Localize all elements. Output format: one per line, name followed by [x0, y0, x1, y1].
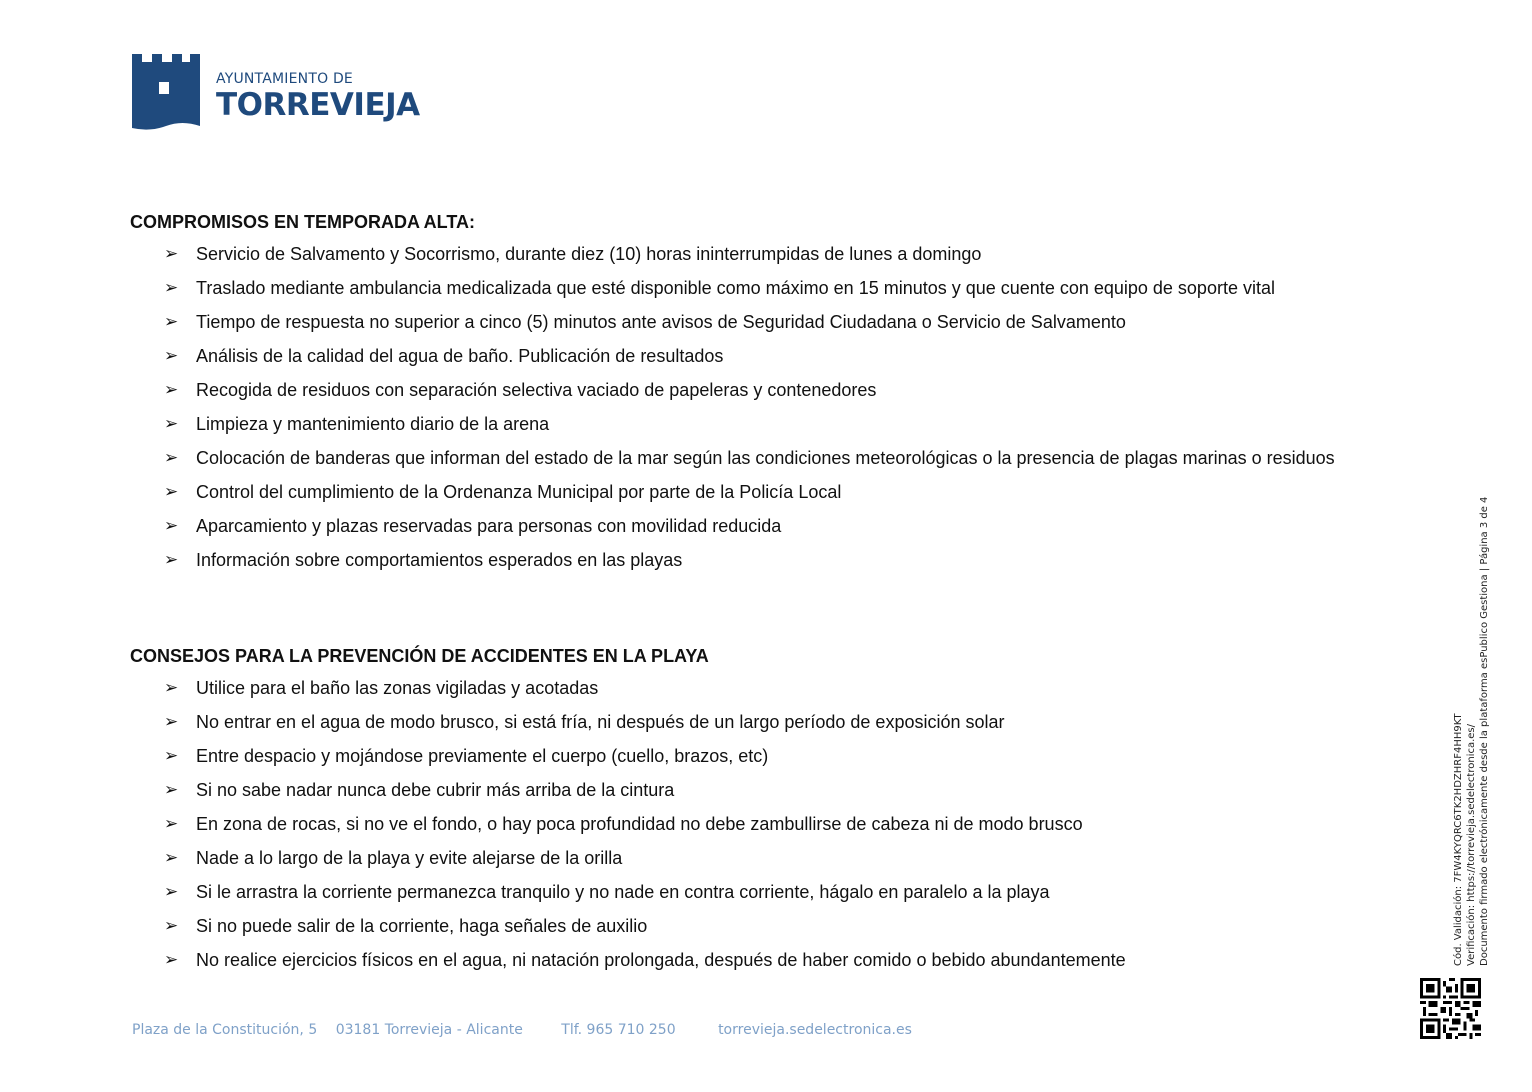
list-item-text: Servicio de Salvamento y Socorrismo, durante diez (10) horas ininterrumpidas de lunes a domingo — [196, 244, 982, 264]
list-item — [130, 481, 1430, 503]
list-item-text: Tiempo de respuesta no superior a cinco (5) minutos ante avisos de Seguridad Ciudadana o Servicio de Salvamento — [196, 312, 1126, 332]
list-item — [130, 515, 1430, 537]
list-item — [130, 949, 1430, 971]
arrow-bullet-icon: ➢ — [164, 380, 179, 400]
arrow-bullet-icon: ➢ — [164, 414, 179, 434]
list-item-text: No entrar en el agua de modo brusco, si está fría, ni después de un largo período de exposición solar — [196, 712, 1005, 732]
list-item-text: No realice ejercicios físicos en el agua, ni natación prolongada, después de haber comido o bebido abundantemente — [196, 950, 1126, 970]
castle-tower-icon — [130, 52, 202, 134]
arrow-bullet-icon: ➢ — [164, 312, 179, 332]
footer-contact — [132, 1022, 912, 1038]
section-title: COMPROMISOS EN TEMPORADA ALTA: — [130, 212, 475, 232]
arrow-bullet-icon: ➢ — [164, 278, 179, 298]
list-item-text: Nade a lo largo de la playa y evite alejarse de la orilla — [196, 848, 623, 868]
list-item-text: Si le arrastra la corriente permanezca tranquilo y no nade en contra corriente, hágalo en paralelo a la playa — [196, 882, 1050, 902]
arrow-bullet-icon: ➢ — [164, 448, 179, 468]
list-item-text: Información sobre comportamientos esperados en las playas — [196, 550, 683, 570]
validation-code: Cód. Validación: 7FW4KYQRC6TK2HDZHRF4HH9KT — [1453, 713, 1464, 966]
list-item — [130, 813, 1430, 835]
list-item — [130, 243, 1430, 265]
list-item — [130, 779, 1430, 801]
validation-stamp — [1452, 497, 1491, 966]
list-item-text: Si no puede salir de la corriente, haga señales de auxilio — [196, 916, 648, 936]
list-item-text: Análisis de la calidad del agua de baño. Publicación de resultados — [196, 346, 724, 366]
list-item-text: Control del cumplimiento de la Ordenanza Municipal por parte de la Policía Local — [196, 482, 842, 502]
verification-url[interactable]: Verificación: https://torrevieja.sedelectronica.es/ — [1466, 724, 1477, 966]
logo-title: TORREVIEJA — [216, 86, 420, 123]
list-item-text: En zona de rocas, si no ve el fondo, o hay poca profundidad no debe zambullirse de cabeza ni de modo brusco — [196, 814, 1083, 834]
list-item-text: Traslado mediante ambulancia medicalizada que esté disponible como máximo en 15 minutos y que cuente con equipo de soporte vital — [196, 278, 1275, 298]
arrow-bullet-icon: ➢ — [164, 916, 179, 936]
arrow-bullet-icon: ➢ — [164, 346, 179, 366]
arrow-bullet-icon: ➢ — [164, 678, 179, 698]
list-item — [130, 711, 1430, 733]
list-item-text: Limpieza y mantenimiento diario de la arena — [196, 414, 550, 434]
arrow-bullet-icon: ➢ — [164, 950, 179, 970]
arrow-bullet-icon: ➢ — [164, 516, 179, 536]
list-item — [130, 881, 1430, 903]
list-item-text: Recogida de residuos con separación selectiva vaciado de papeleras y contenedores — [196, 380, 877, 400]
list-item — [130, 677, 1430, 699]
arrow-bullet-icon: ➢ — [164, 550, 179, 570]
arrow-bullet-icon: ➢ — [164, 746, 179, 766]
footer-address: Plaza de la Constitución, 5 — [132, 1022, 318, 1038]
list-item-text: Colocación de banderas que informan del estado de la mar según las condiciones meteorológicas o la presencia de plagas marinas o residuos — [196, 448, 1335, 468]
arrow-bullet-icon: ➢ — [164, 712, 179, 732]
footer-phone: Tlf. 965 710 250 — [561, 1022, 676, 1038]
footer-website-link[interactable]: torrevieja.sedelectronica.es — [718, 1022, 912, 1038]
list-item-text: Aparcamiento y plazas reservadas para personas con movilidad reducida — [196, 516, 782, 536]
list-item — [130, 745, 1430, 767]
list-item — [130, 345, 1430, 367]
list-item — [130, 549, 1430, 571]
arrow-bullet-icon: ➢ — [164, 882, 179, 902]
arrow-bullet-icon: ➢ — [164, 814, 179, 834]
section-compromisos — [130, 211, 1430, 583]
list-item — [130, 447, 1430, 469]
list-item — [130, 413, 1430, 435]
list-item — [130, 277, 1430, 299]
list-item-text: Entre despacio y mojándose previamente el cuerpo (cuello, brazos, etc) — [196, 746, 769, 766]
list-item — [130, 915, 1430, 937]
arrow-bullet-icon: ➢ — [164, 244, 179, 264]
signature-note: Documento firmado electrónicamente desde la plataforma esPublico Gestiona | Página 3 de 4 — [1479, 496, 1490, 966]
list-item — [130, 847, 1430, 869]
arrow-bullet-icon: ➢ — [164, 482, 179, 502]
list-item-text: Utilice para el baño las zonas vigiladas y acotadas — [196, 678, 599, 698]
section-title: CONSEJOS PARA LA PREVENCIÓN DE ACCIDENTES EN LA PLAYA — [130, 646, 709, 666]
arrow-bullet-icon: ➢ — [164, 780, 179, 800]
section-consejos — [130, 645, 1430, 983]
qr-code-icon — [1420, 978, 1481, 1039]
list-item-text: Si no sabe nadar nunca debe cubrir más arriba de la cintura — [196, 780, 675, 800]
arrow-bullet-icon: ➢ — [164, 848, 179, 868]
list-item — [130, 379, 1430, 401]
logo-subtitle: AYUNTAMIENTO DE — [216, 70, 353, 87]
ayuntamiento-logo — [130, 52, 420, 134]
list-item — [130, 311, 1430, 333]
footer-postal: 03181 Torrevieja - Alicante — [335, 1022, 523, 1038]
